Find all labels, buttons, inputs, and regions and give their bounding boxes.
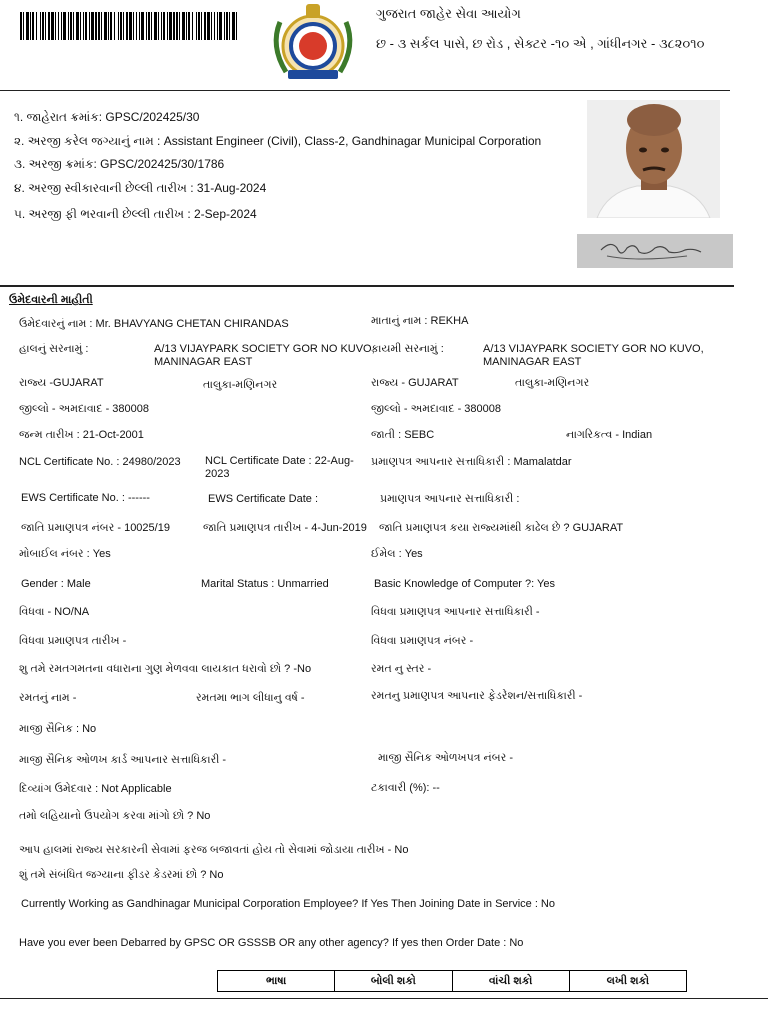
widow: વિધવા - NO/NA [19, 606, 90, 618]
application-number: ૩. અરજી ક્રમાંક: GPSC/202425/30/1786 [14, 157, 225, 171]
org-address: છ - ૩ સર્કલ પાસે, છ રોડ , સેક્ટર -૧૦ એ , ગાંધીનગર - ૩૮૨૦૧૦ [376, 36, 705, 51]
marital-status: Marital Status : Unmarried [201, 578, 329, 590]
sports-question: શુ તમે રમતગમતના વધારાના ગુણ મેળવવા લાયકાત ધરાવો છો ? -No [19, 663, 312, 675]
disabled-candidate: દિવ્યાંગ ઉમેદવાર : Not Applicable [19, 783, 172, 795]
permanent-address-line2: MANINAGAR EAST [483, 356, 582, 368]
gpsc-emblem-logo [266, 2, 360, 86]
feeder-cadre-question: શું તમે સંબંધિત જગ્યાના ફીડર કેડરમાં છો ? No [19, 869, 224, 881]
current-address-line1: A/13 VIJAYPARK SOCIETY GOR NO KUVO, [154, 343, 375, 355]
gmc-employee-question: Currently Working as Gandhinagar Municipal Corporation Employee? If Yes Then Joining Date in Service : No [21, 898, 555, 910]
ews-authority: પ્રમાણપત્ર આપનાર સત્તાધિકારી : [380, 493, 520, 505]
current-address-line2: MANINAGAR EAST [154, 356, 253, 368]
computer-knowledge: Basic Knowledge of Computer ?: Yes [374, 578, 556, 590]
widow-certificate-no: વિધવા પ્રમાણપત્ર નંબર - [371, 635, 474, 647]
language-column-header: ભાષા [218, 971, 335, 991]
current-state: રાજ્ય -GUJARAT [19, 377, 104, 389]
caste: જાતી : SEBC [371, 429, 435, 441]
sports-name: રમતનું નામ - [19, 692, 77, 704]
speak-column-header: બોલી શકો [335, 971, 452, 991]
sports-authority: રમતનુ પ્રમાણપત્ર આપનાર ફેડરેશન/સત્તાધિકારી - [371, 690, 583, 702]
current-taluka: તાલુકા-મણિનગર [203, 379, 278, 391]
mobile: મોબાઈલ નંબર : Yes [19, 548, 111, 560]
writer-question: તમો લહિયાનો ઉપયોગ કરવા માંગો છો ? No [19, 810, 211, 822]
permanent-address-label: કાયમી સરનામું : [371, 343, 444, 355]
gender: Gender : Male [21, 578, 91, 590]
post-name: ૨. અરજી કરેલ જગ્યાનું નામ : Assistant Engineer (Civil), Class-2, Gandhinagar Municipal Corporation [14, 134, 542, 148]
page-bottom-divider [0, 998, 768, 999]
header-divider [0, 90, 730, 91]
ex-serviceman-card-no: માજી સૈનિક ઓળખપત્ર નંબર - [378, 752, 513, 764]
ex-serviceman-card-authority: માજી સૈનિક ઓળખ કાર્ડ આપનાર સત્તાધિકારી - [19, 754, 227, 766]
read-column-header: વાંચી શકો [453, 971, 570, 991]
candidate-photo [587, 100, 720, 218]
disability-percentage: ટકાવારી (%): -- [371, 782, 440, 794]
sports-level: રમત નુ સ્તર - [371, 663, 432, 675]
ews-certificate-date: EWS Certificate Date : [208, 493, 319, 505]
permanent-address-line1: A/13 VIJAYPARK SOCIETY GOR NO KUVO, [483, 343, 704, 355]
ncl-certificate-date-line1: NCL Certificate Date : 22-Aug- [205, 455, 354, 467]
last-date-accept: ૪. અરજી સ્વીકારવાની છેલ્લી તારીખ : 31-Aug-2024 [14, 181, 267, 195]
barcode [20, 12, 237, 40]
org-name: ગુજરાત જાહેર સેવા આયોગ [376, 6, 521, 21]
write-column-header: લખી શકો [606, 974, 650, 987]
widow-authority: વિધવા પ્રમાણપત્ર આપનાર સત્તાધિકારી - [371, 606, 540, 618]
date-of-birth: જન્મ તારીખ : 21-Oct-2001 [19, 429, 144, 441]
candidate-signature [577, 234, 733, 268]
section-title-candidate-info: ઉમેદવારની માહીતી [9, 294, 93, 306]
permanent-state: રાજ્ય - GUJARAT [371, 377, 459, 389]
ex-serviceman: માજી સૈનિક : No [19, 723, 97, 735]
sports-year: રમતમા ભાગ લીધાનુ વર્ષ - [196, 692, 305, 704]
candidate-name: ઉમેદવારનું નામ : Mr. BHAVYANG CHETAN CHIRANDAS [19, 318, 289, 330]
ncl-certificate-date-line2: 2023 [205, 468, 230, 480]
ncl-authority: પ્રમાણપત્ર આપનાર સત્તાધિકારી : Mamalatdar [371, 456, 572, 468]
email: ઈમેલ : Yes [371, 548, 423, 560]
caste-certificate-state: જાતિ પ્રમાણપત્ર કયા રાજ્યમાંથી કાઢેલ છે ? GUJARAT [379, 522, 624, 534]
ews-certificate-no: EWS Certificate No. : ------ [21, 492, 150, 504]
section-divider [0, 285, 734, 287]
caste-certificate-date: જાતિ પ્રમાણપત્ર તારીખ - 4-Jun-2019 [203, 522, 367, 534]
current-address-label: હાલનું સરનામું : [19, 343, 89, 355]
current-district: જીલ્લો - અમદાવાદ - 380008 [19, 403, 150, 415]
widow-certificate-date: વિધવા પ્રમાણપત્ર તારીખ - [19, 635, 127, 647]
caste-certificate-no: જાતિ પ્રમાણપત્ર નંબર - 10025/19 [21, 522, 170, 534]
debarred-question: Have you ever been Debarred by GPSC OR GSSSB OR any other agency? If yes then Order Date : No [19, 937, 524, 949]
last-date-fee: ૫. અરજી ફી ભરવાની છેલ્લી તારીખ : 2-Sep-2024 [14, 207, 257, 221]
mother-name: માતાનું નામ : REKHA [371, 315, 469, 327]
govt-service-question: આપ હાલમાં રાજ્ય સરકારની સેવામાં ફરજ બજાવતાં હોય તો સેવામાં જોડાયા તારીખ - No [19, 844, 409, 856]
ncl-certificate-no: NCL Certificate No. : 24980/2023 [19, 456, 181, 468]
ad-number: ૧. જાહેરાત ક્રમાંક: GPSC/202425/30 [14, 110, 200, 124]
language-table-header [217, 970, 687, 992]
permanent-taluka: તાલુકા-મણિનગર [515, 377, 590, 389]
nationality: નાગરિકત્વ - Indian [566, 429, 653, 441]
permanent-district: જીલ્લો - અમદાવાદ - 380008 [371, 403, 502, 415]
